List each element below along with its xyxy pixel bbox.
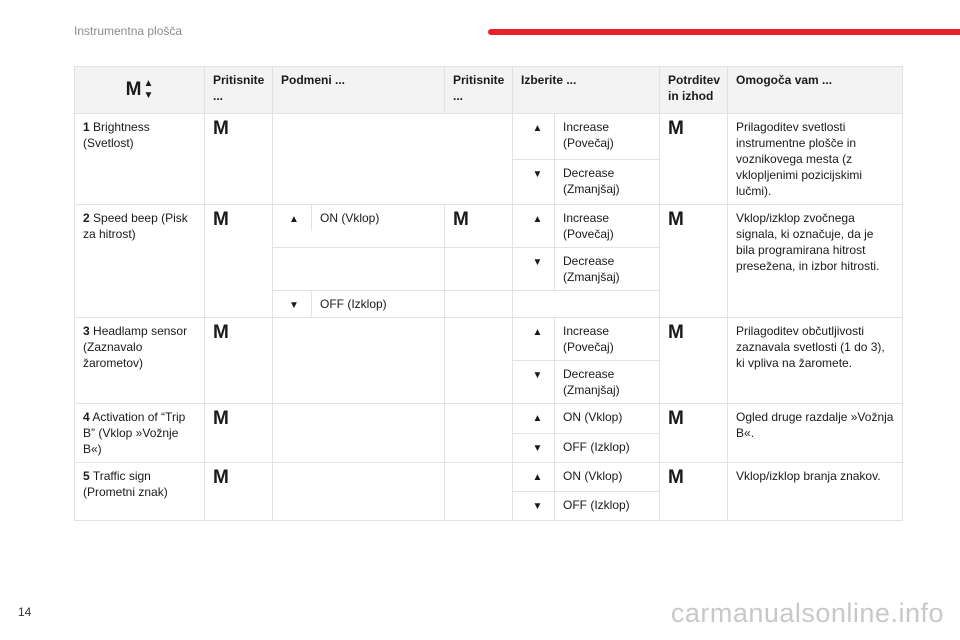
settings-table bbox=[74, 66, 903, 521]
setting-description: Ogled druge razdalje »Vožnja B«. bbox=[728, 404, 903, 463]
setting-name-cell bbox=[75, 114, 205, 205]
down-arrow-icon: ▼ bbox=[532, 370, 543, 381]
down-arrow-icon: ▼ bbox=[532, 257, 543, 268]
table-row bbox=[75, 205, 903, 248]
submenu-label: ON (Vklop) bbox=[311, 205, 444, 231]
setting-name-cell bbox=[75, 404, 205, 463]
setting-description: Prilagoditev svetlosti instrumentne plošče in voznikovega mesta (z vklopljenimi pozicijskimi lučmi). bbox=[728, 114, 903, 205]
up-arrow-icon: ▲ bbox=[532, 327, 543, 338]
down-arrow-icon: ▼ bbox=[143, 90, 154, 101]
menu-key-icon: M bbox=[213, 322, 229, 343]
up-arrow-icon: ▲ bbox=[143, 78, 154, 89]
menu-key-icon: M bbox=[213, 408, 229, 429]
setting-number: 1 bbox=[83, 120, 90, 134]
menu-key-icon: M bbox=[668, 408, 684, 429]
setting-number: 5 bbox=[83, 469, 90, 483]
menu-key-icon: M bbox=[213, 467, 229, 488]
menu-key-icon: M bbox=[125, 79, 142, 100]
table-row bbox=[75, 318, 903, 361]
col-header-confirm-exit: Potrditev in izhod bbox=[660, 67, 728, 114]
up-arrow-icon: ▲ bbox=[289, 214, 299, 225]
header-menu-icon-cell bbox=[75, 67, 205, 114]
menu-key-icon: M bbox=[668, 322, 684, 343]
submenu-label: OFF (Izklop) bbox=[311, 291, 444, 317]
setting-number: 3 bbox=[83, 324, 90, 338]
menu-key-icon: M bbox=[213, 209, 229, 230]
table-row bbox=[75, 463, 903, 492]
option-label: Increase (Povečaj) bbox=[555, 205, 660, 248]
menu-key-icon: M bbox=[668, 209, 684, 230]
menu-key-icon: M bbox=[668, 118, 684, 139]
header-accent-bar bbox=[488, 29, 960, 35]
setting-name-cell bbox=[75, 205, 205, 318]
down-arrow-icon: ▼ bbox=[532, 442, 543, 454]
setting-number: 2 bbox=[83, 211, 90, 225]
setting-name: Speed beep (Pisk za hitrost) bbox=[83, 211, 188, 241]
option-label: ON (Vklop) bbox=[555, 404, 660, 434]
setting-name: Brightness (Svetlost) bbox=[83, 120, 150, 150]
down-arrow-icon: ▼ bbox=[532, 168, 543, 180]
menu-key-icon: M bbox=[668, 467, 684, 488]
setting-description: Vklop/izklop zvočnega signala, ki označuje, da je bila programirana hitrost presežena, in izbor hitrosti. bbox=[728, 205, 903, 318]
col-header-submenu: Podmeni ... bbox=[273, 67, 445, 114]
option-label: Increase (Povečaj) bbox=[555, 318, 660, 361]
watermark: carmanualsonline.info bbox=[670, 598, 944, 628]
setting-name: Headlamp sensor (Zaznavalo žarometov) bbox=[83, 324, 188, 370]
setting-name-cell bbox=[75, 318, 205, 404]
option-label: ON (Vklop) bbox=[555, 463, 660, 492]
table-row bbox=[75, 114, 903, 160]
page-number: 14 bbox=[18, 605, 32, 619]
up-arrow-icon: ▲ bbox=[532, 214, 543, 225]
setting-description: Prilagoditev občutljivosti zaznavala svetlosti (1 do 3), ki vpliva na žaromete. bbox=[728, 318, 903, 404]
col-header-press-2: Pritisnite ... bbox=[445, 67, 513, 114]
down-arrow-icon: ▼ bbox=[289, 300, 299, 311]
setting-description: Vklop/izklop branja znakov. bbox=[728, 463, 903, 521]
table-header-row bbox=[75, 67, 903, 114]
menu-key-icon: M bbox=[453, 209, 469, 230]
option-label: Decrease (Zmanjšaj) bbox=[555, 361, 660, 404]
menu-key-icon: M bbox=[213, 118, 229, 139]
page-header-title: Instrumentna plošča bbox=[74, 24, 183, 38]
option-label: OFF (Izklop) bbox=[555, 433, 660, 463]
setting-number: 4 bbox=[83, 410, 90, 424]
option-label: Decrease (Zmanjšaj) bbox=[555, 159, 660, 205]
setting-name-cell bbox=[75, 463, 205, 521]
setting-name: Traffic sign (Prometni znak) bbox=[83, 469, 168, 499]
option-label: OFF (Izklop) bbox=[555, 492, 660, 521]
col-header-press: Pritisnite ... bbox=[205, 67, 273, 114]
col-header-select: Izberite ... bbox=[513, 67, 660, 114]
setting-name: Activation of “Trip B” (Vklop »Vožnje B«) bbox=[83, 410, 186, 456]
up-arrow-icon: ▲ bbox=[532, 413, 543, 424]
down-arrow-icon: ▼ bbox=[532, 501, 543, 512]
up-arrow-icon: ▲ bbox=[532, 472, 543, 483]
col-header-enables: Omogoča vam ... bbox=[728, 67, 903, 114]
table-row bbox=[75, 404, 903, 434]
option-label: Decrease (Zmanjšaj) bbox=[555, 248, 660, 291]
option-label: Increase (Povečaj) bbox=[555, 114, 660, 160]
up-arrow-icon: ▲ bbox=[532, 123, 543, 134]
